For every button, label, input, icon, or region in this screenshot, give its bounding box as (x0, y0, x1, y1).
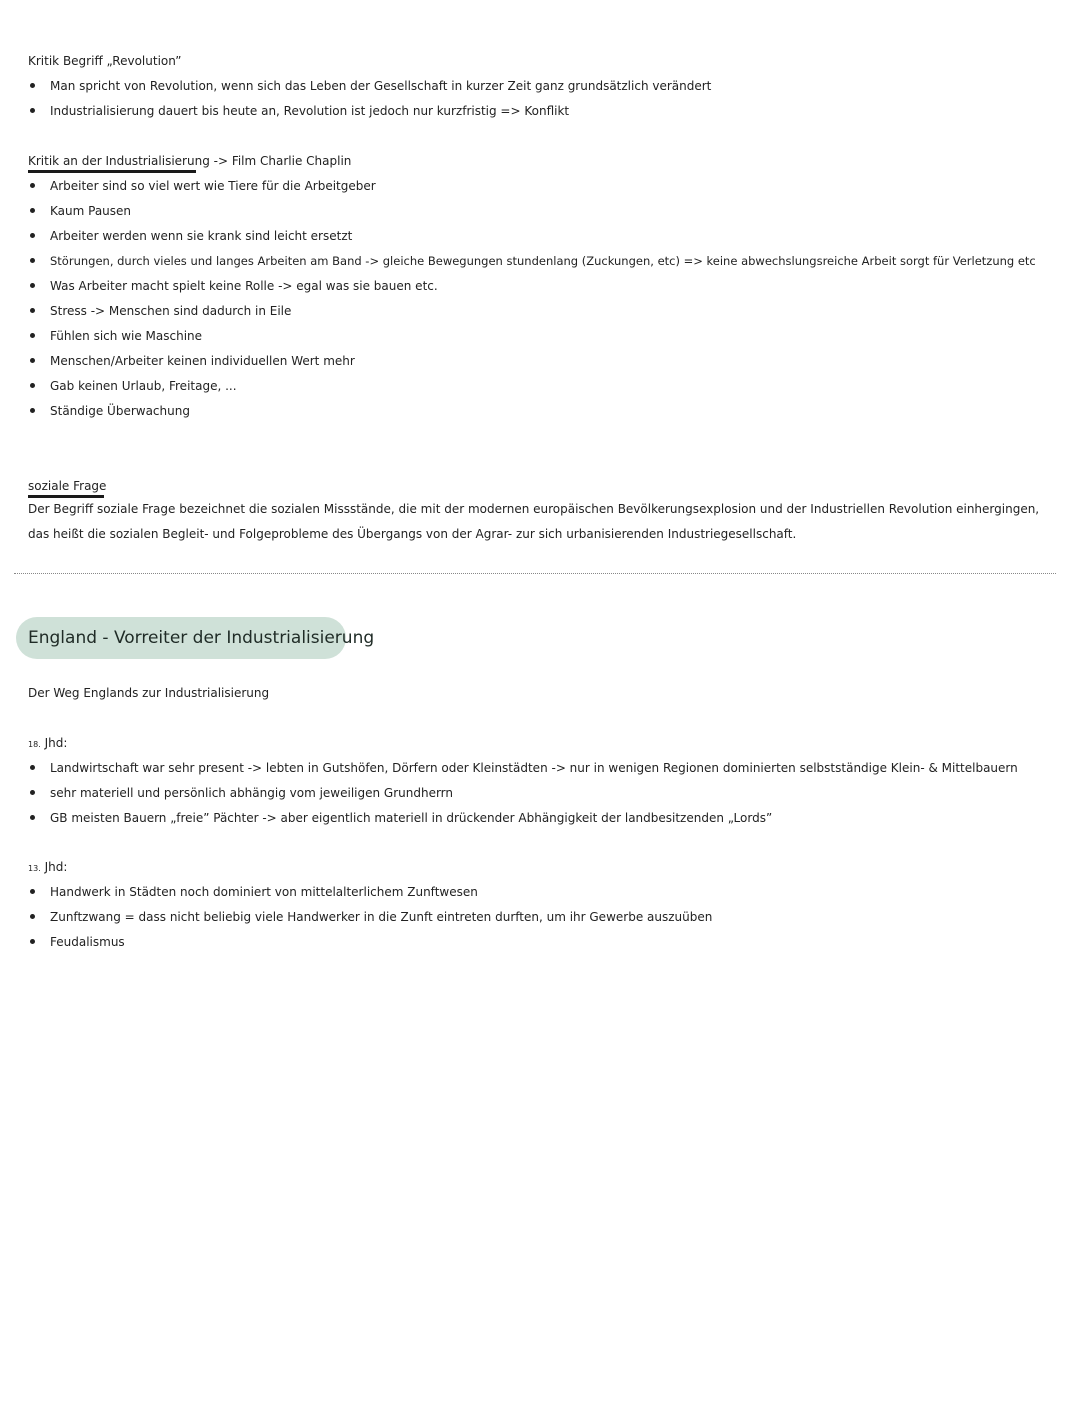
period-13-text: Jhd: (44, 860, 68, 874)
social-question-paragraph: Der Begriff soziale Frage bezeichnet die sozialen Missstände, die mit der modernen europäischen Bevölkerungsexplosion und der Industriellen Revolution einhergingen, das heißt die sozialen Begleit- und Folgeprobleme des Übergangs von der Agrar- zur sich urbanisierenden Industriegesellschaft. (28, 502, 1040, 541)
list-item (28, 884, 712, 909)
bullet-text: Zunftzwang = dass nicht beliebig viele Handwerker in die Zunft eintreten durften, um ihr Gewerbe auszuüben (50, 910, 713, 924)
bullet-dot (30, 408, 35, 413)
bullet-text: Feudalismus (50, 935, 125, 949)
bullet-dot (30, 383, 35, 388)
list-item (28, 353, 1036, 378)
bullet-text: Arbeiter werden wenn sie krank sind leicht ersetzt (50, 229, 353, 243)
bullet-text: Man spricht von Revolution, wenn sich das Leben der Gesellschaft in kurzer Zeit ganz grundsätzlich verändert (50, 79, 712, 93)
bullet-text: Kaum Pausen (50, 204, 132, 218)
bullet-dot (30, 939, 35, 944)
criticism-heading: Kritik an der Industrialisierung -> Film Charlie Chaplin (28, 154, 352, 168)
bullet-dot (30, 765, 35, 770)
list-item (28, 178, 1036, 203)
period-18-text: Jhd: (44, 736, 68, 750)
bullet-dot (30, 358, 35, 363)
period-13-label (28, 859, 67, 877)
england-subtitle: Der Weg Englands zur Industrialisierung (28, 686, 270, 700)
period-18-label (28, 735, 67, 753)
bullet-text: Landwirtschaft war sehr present -> lebten in Gutshöfen, Dörfern oder Kleinstädten -> nur in wenigen Regionen dominierten selbstständige Klein- & Mittelbauern (50, 761, 1018, 775)
revolution-heading: Kritik Begriff „Revolution” (28, 54, 182, 68)
bullet-dot (30, 283, 35, 288)
list-item (28, 378, 1036, 403)
bullet-dot (30, 233, 35, 238)
bullet-text: Fühlen sich wie Maschine (50, 329, 203, 343)
bullet-text: Was Arbeiter macht spielt keine Rolle -> egal was sie bauen etc. (50, 279, 438, 293)
bullet-text: Arbeiter sind so viel wert wie Tiere für die Arbeitgeber (50, 179, 376, 193)
criticism-bullet-list (28, 178, 1036, 428)
list-item (28, 253, 1036, 278)
bullet-dot (30, 108, 35, 113)
list-item (28, 303, 1036, 328)
bullet-text: GB meisten Bauern „freie” Pächter -> aber eigentlich materiell in drückender Abhängigkeit der landbesitzenden „Lords” (50, 811, 773, 825)
list-item (28, 760, 1018, 785)
bullet-text: Ständige Überwachung (50, 404, 190, 418)
list-item (28, 103, 711, 128)
bullet-text: Stress -> Menschen sind dadurch in Eile (50, 304, 292, 318)
list-item (28, 810, 1018, 835)
bullet-text: Störungen, durch vieles und langes Arbeiten am Band -> gleiche Bewegungen stundenlang (Zuckungen, etc) => keine abwechslungsreiche Arbeit sorgt für Verletzung etc (50, 254, 1036, 268)
list-item (28, 785, 1018, 810)
england-title: England - Vorreiter der Industrialisierung (28, 628, 375, 648)
section-divider (14, 573, 1056, 574)
bullet-text: Industrialisierung dauert bis heute an, Revolution ist jedoch nur kurzfristig => Konflikt (50, 104, 570, 118)
bullet-dot (30, 333, 35, 338)
bullet-dot (30, 183, 35, 188)
bullet-dot (30, 914, 35, 919)
list-item (28, 934, 712, 959)
revolution-bullet-list (28, 78, 711, 128)
list-item (28, 228, 1036, 253)
bullet-dot (30, 208, 35, 213)
social-question-heading: soziale Frage (28, 479, 107, 493)
period-13-number: 13. (28, 864, 41, 873)
bullet-dot (30, 258, 35, 263)
list-item (28, 203, 1036, 228)
bullet-dot (30, 815, 35, 820)
list-item (28, 909, 712, 934)
list-item (28, 328, 1036, 353)
bullet-text: Handwerk in Städten noch dominiert von mittelalterlichem Zunftwesen (50, 885, 478, 899)
list-item (28, 278, 1036, 303)
bullet-text: Gab keinen Urlaub, Freitage, ... (50, 379, 237, 393)
bullet-text: sehr materiell und persönlich abhängig vom jeweiligen Grundherrn (50, 786, 454, 800)
list-item (28, 403, 1036, 428)
period-18-number: 18. (28, 740, 41, 749)
bullet-dot (30, 790, 35, 795)
bullet-text: Menschen/Arbeiter keinen individuellen Wert mehr (50, 354, 355, 368)
bullet-dot (30, 889, 35, 894)
bullet-dot (30, 308, 35, 313)
bullet-dot (30, 83, 35, 88)
list-item (28, 78, 711, 103)
period-13-bullet-list (28, 884, 712, 959)
criticism-heading-underline (28, 170, 196, 173)
period-18-bullet-list (28, 760, 1018, 835)
